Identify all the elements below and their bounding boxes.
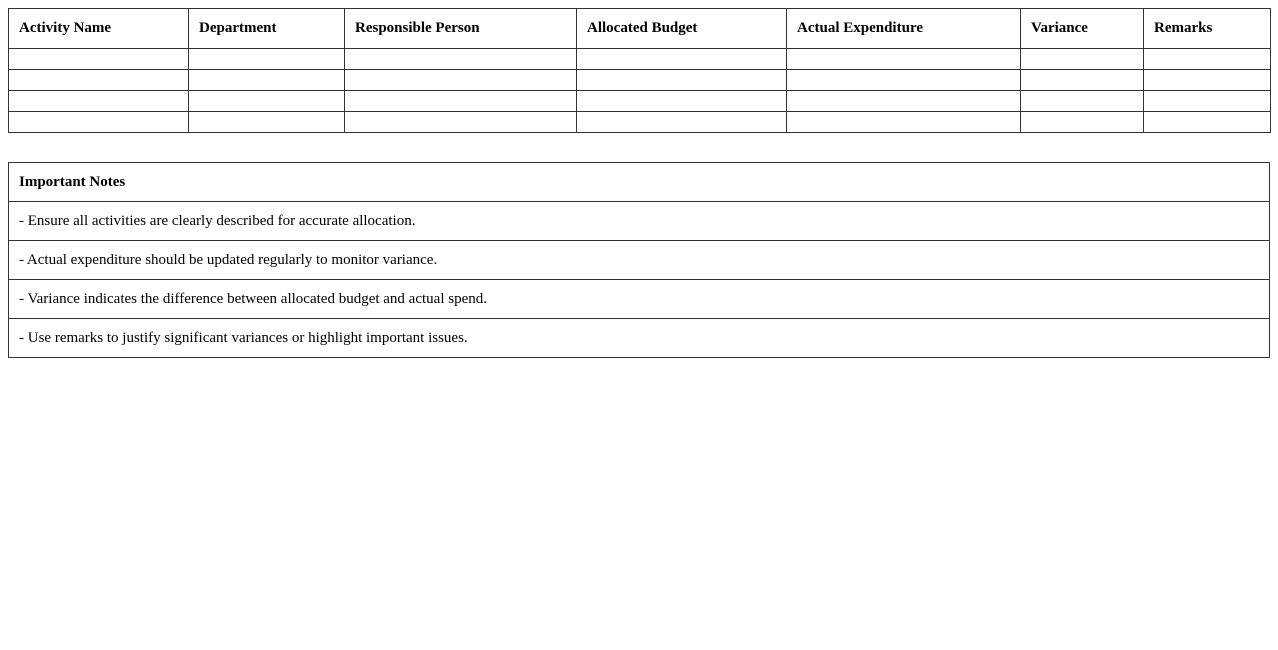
table-cell[interactable]	[1144, 49, 1271, 70]
header-responsible-person: Responsible Person	[345, 9, 577, 49]
table-cell[interactable]	[9, 112, 189, 133]
table-cell[interactable]	[577, 70, 787, 91]
note-text: - Ensure all activities are clearly described for accurate allocation.	[9, 202, 1270, 241]
table-row	[9, 91, 1271, 112]
list-item	[9, 202, 1270, 241]
list-item	[9, 319, 1270, 358]
table-cell[interactable]	[1144, 91, 1271, 112]
list-item	[9, 241, 1270, 280]
table-cell[interactable]	[345, 49, 577, 70]
table-row	[9, 70, 1271, 91]
table-cell[interactable]	[189, 91, 345, 112]
table-cell[interactable]	[1144, 70, 1271, 91]
table-cell[interactable]	[1144, 112, 1271, 133]
note-text: - Actual expenditure should be updated regularly to monitor variance.	[9, 241, 1270, 280]
table-cell[interactable]	[1021, 112, 1144, 133]
notes-table	[8, 162, 1270, 358]
table-cell[interactable]	[1021, 49, 1144, 70]
budget-table	[8, 8, 1271, 133]
table-cell[interactable]	[1021, 70, 1144, 91]
header-variance: Variance	[1021, 9, 1144, 49]
table-cell[interactable]	[189, 70, 345, 91]
header-remarks: Remarks	[1144, 9, 1271, 49]
notes-heading: Important Notes	[9, 163, 1270, 202]
table-cell[interactable]	[577, 112, 787, 133]
table-row	[9, 49, 1271, 70]
notes-heading-row	[9, 163, 1270, 202]
table-cell[interactable]	[9, 70, 189, 91]
table-cell[interactable]	[787, 70, 1021, 91]
table-header-row	[9, 9, 1271, 49]
table-cell[interactable]	[787, 112, 1021, 133]
table-cell[interactable]	[345, 70, 577, 91]
note-text: - Variance indicates the difference between allocated budget and actual spend.	[9, 280, 1270, 319]
table-cell[interactable]	[787, 91, 1021, 112]
table-cell[interactable]	[577, 91, 787, 112]
table-cell[interactable]	[577, 49, 787, 70]
list-item	[9, 280, 1270, 319]
header-allocated-budget: Allocated Budget	[577, 9, 787, 49]
table-row	[9, 112, 1271, 133]
table-cell[interactable]	[9, 49, 189, 70]
table-cell[interactable]	[189, 49, 345, 70]
header-activity-name: Activity Name	[9, 9, 189, 49]
table-cell[interactable]	[9, 91, 189, 112]
note-text: - Use remarks to justify significant variances or highlight important issues.	[9, 319, 1270, 358]
header-department: Department	[189, 9, 345, 49]
table-cell[interactable]	[345, 112, 577, 133]
header-actual-expenditure: Actual Expenditure	[787, 9, 1021, 49]
table-cell[interactable]	[345, 91, 577, 112]
table-cell[interactable]	[189, 112, 345, 133]
table-cell[interactable]	[787, 49, 1021, 70]
table-cell[interactable]	[1021, 91, 1144, 112]
